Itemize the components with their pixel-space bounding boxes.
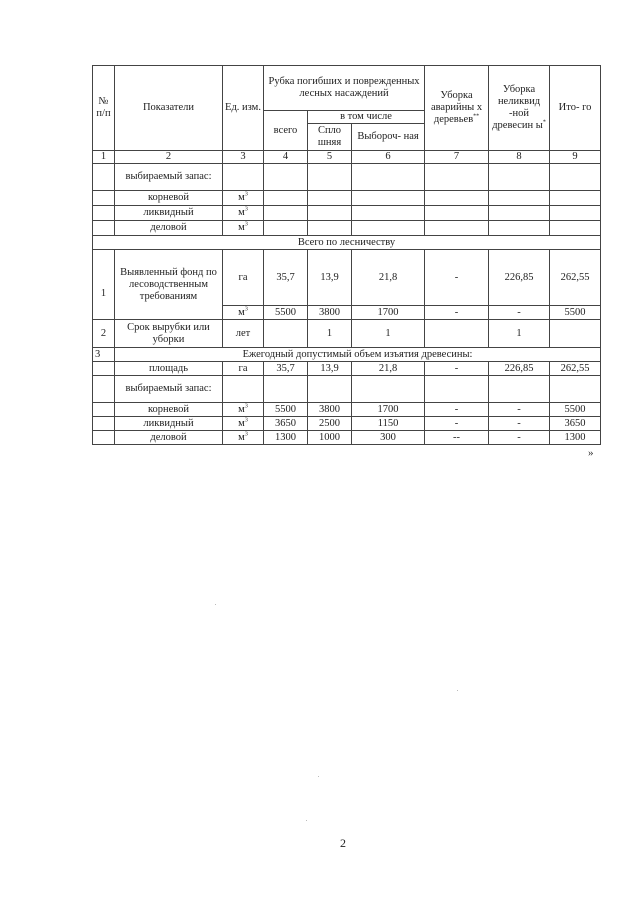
- row-unit-sup: 3: [244, 306, 248, 313]
- header-clear: Спло шняя: [308, 124, 352, 151]
- row-cell: -: [425, 417, 489, 431]
- row-cell: [550, 221, 601, 236]
- row-name: Выявленный фонд по лесоводственным требованиям: [115, 250, 223, 320]
- row-num: [93, 250, 115, 320]
- column-number: 3: [223, 151, 264, 164]
- row-name: Срок вырубки или уборки: [115, 320, 223, 348]
- row-cell: 3650: [550, 417, 601, 431]
- row-cell: [425, 221, 489, 236]
- row-cell: 1000: [308, 431, 352, 445]
- column-number: 9: [550, 151, 601, 164]
- scan-speck: [318, 776, 319, 777]
- row-cell: 262,55: [550, 250, 601, 306]
- row-cell: 3800: [308, 403, 352, 417]
- row-cell: [264, 164, 308, 191]
- row-cell: [425, 320, 489, 348]
- row-unit-sup: 3: [244, 417, 248, 424]
- row-name: выбираемый запас:: [115, 376, 223, 403]
- row-cell: [264, 320, 308, 348]
- row-cell: 1700: [352, 403, 425, 417]
- row-unit: [223, 403, 264, 417]
- row-unit: [223, 306, 264, 320]
- row-cell: 226,85: [489, 250, 550, 306]
- header-illiquid-text: Уборка неликвид -ной древесин ы: [492, 83, 543, 132]
- row-unit: [223, 191, 264, 206]
- row-cell: [352, 191, 425, 206]
- row-name: ликвидный: [115, 417, 223, 431]
- row-name: деловой: [115, 431, 223, 445]
- row-unit: га: [223, 250, 264, 306]
- row-unit-text: м: [238, 306, 245, 318]
- row-cell: [489, 164, 550, 191]
- row-cell: [264, 206, 308, 221]
- row-unit-sup: 3: [244, 191, 248, 198]
- row-name: выбираемый запас:: [115, 164, 223, 191]
- row-cell: [489, 376, 550, 403]
- table-row: [93, 362, 601, 376]
- row-cell: 35,7: [264, 250, 308, 306]
- row-cell: [308, 206, 352, 221]
- row-unit-sup: 3: [244, 206, 248, 213]
- column-number: 7: [425, 151, 489, 164]
- row-cell: 1150: [352, 417, 425, 431]
- row-cell: 5500: [550, 403, 601, 417]
- row-unit-sup: 3: [244, 431, 248, 438]
- row-cell: -: [425, 250, 489, 306]
- row-unit-text: м: [238, 431, 245, 443]
- row-cell: -: [489, 417, 550, 431]
- row-unit-text: м: [238, 207, 245, 219]
- row-cell: [489, 191, 550, 206]
- row-cell: 3650: [264, 417, 308, 431]
- row-unit: [223, 221, 264, 236]
- row-cell: 21,8: [352, 362, 425, 376]
- row-cell: 5500: [264, 306, 308, 320]
- row-cell: [352, 206, 425, 221]
- header-total-sub: всего: [264, 111, 308, 151]
- row-name: деловой: [115, 221, 223, 236]
- header-total: Ито- го: [550, 66, 601, 151]
- row-num: [93, 431, 115, 445]
- row-unit: [223, 164, 264, 191]
- row-cell: --: [425, 431, 489, 445]
- row-cell: [352, 221, 425, 236]
- scan-speck: [306, 820, 307, 821]
- column-number: 2: [115, 151, 223, 164]
- row-cell: [489, 221, 550, 236]
- row-num: [93, 206, 115, 221]
- section-row: [93, 236, 601, 250]
- header-indicator: Показатели: [115, 66, 223, 151]
- header-felling: Рубка погибших и поврежденных лесных насаждений: [264, 66, 425, 111]
- table-row: [93, 221, 601, 236]
- column-number: 4: [264, 151, 308, 164]
- row-unit: [223, 376, 264, 403]
- row-unit-sup: 3: [244, 221, 248, 228]
- forest-felling-table: [92, 65, 601, 445]
- row-unit-sup: 3: [244, 403, 248, 410]
- row-num: 3: [93, 348, 115, 362]
- row-cell: [425, 191, 489, 206]
- row-num: [93, 362, 115, 376]
- continuation-mark: »: [588, 447, 594, 459]
- page-number: 2: [340, 836, 346, 850]
- column-number: 8: [489, 151, 550, 164]
- row-cell: [264, 191, 308, 206]
- header-num: № п/п: [93, 66, 115, 151]
- column-number: 6: [352, 151, 425, 164]
- row-cell: 13,9: [308, 362, 352, 376]
- table-row: [93, 376, 601, 403]
- row-cell: [264, 376, 308, 403]
- row-name: площадь: [115, 362, 223, 376]
- header-emergency-text: Уборка аварийны х деревьев: [430, 89, 483, 126]
- row-name: корневой: [115, 403, 223, 417]
- section-row: [93, 348, 601, 362]
- row-num: [93, 221, 115, 236]
- row-cell: 3800: [308, 306, 352, 320]
- header-emergency-mark: **: [473, 113, 480, 120]
- row-unit: [223, 417, 264, 431]
- header-illiquid-mark: *: [542, 119, 546, 126]
- row-name: корневой: [115, 191, 223, 206]
- row-cell: 1: [308, 320, 352, 348]
- row-cell: 262,55: [550, 362, 601, 376]
- row-unit-text: м: [238, 222, 245, 234]
- column-number: 5: [308, 151, 352, 164]
- header-including: в том числе: [308, 111, 425, 124]
- row-num: 2: [93, 320, 115, 348]
- column-numbers-row: [93, 151, 601, 164]
- row-unit: [223, 431, 264, 445]
- row-name: ликвидный: [115, 206, 223, 221]
- row-unit: лет: [223, 320, 264, 348]
- scan-speck: [215, 604, 216, 605]
- row-cell: 300: [352, 431, 425, 445]
- row-cell: 5500: [550, 306, 601, 320]
- table-row: [93, 191, 601, 206]
- row-cell: 1700: [352, 306, 425, 320]
- row-num: [93, 164, 115, 191]
- table-row: [93, 250, 601, 306]
- table-row: [93, 417, 601, 431]
- table-row: [93, 206, 601, 221]
- row-unit-text: м: [238, 403, 245, 415]
- row-cell: [489, 206, 550, 221]
- row-cell: [550, 376, 601, 403]
- table-row: [93, 320, 601, 348]
- row-cell: 35,7: [264, 362, 308, 376]
- row-cell: [550, 164, 601, 191]
- section-total-title: Всего по лесничеству: [93, 236, 601, 250]
- table-row: [93, 431, 601, 445]
- row-cell: 226,85: [489, 362, 550, 376]
- row-cell: -: [425, 403, 489, 417]
- row-cell: -: [425, 306, 489, 320]
- row-cell: [352, 164, 425, 191]
- row-cell: -: [489, 306, 550, 320]
- header-unit: Ед. изм.: [223, 66, 264, 151]
- row-unit-text: га: [238, 362, 248, 374]
- row-num: [93, 191, 115, 206]
- row-cell: 1: [489, 320, 550, 348]
- row-cell: 2500: [308, 417, 352, 431]
- row-cell: [352, 376, 425, 403]
- row-cell: 13,9: [308, 250, 352, 306]
- row-cell: [308, 221, 352, 236]
- row-cell: -: [489, 403, 550, 417]
- row-cell: 1: [352, 320, 425, 348]
- row-cell: [550, 320, 601, 348]
- row-cell: [308, 164, 352, 191]
- header-emergency: [425, 66, 489, 151]
- scan-speck: [457, 690, 458, 691]
- row-cell: [425, 376, 489, 403]
- row-cell: 1300: [550, 431, 601, 445]
- column-number: 1: [93, 151, 115, 164]
- row-cell: -: [489, 431, 550, 445]
- row-unit: [223, 362, 264, 376]
- row-num-text: 1: [100, 287, 107, 299]
- row-cell: 5500: [264, 403, 308, 417]
- header-selective: Выбороч- ная: [352, 124, 425, 151]
- row-cell: [308, 376, 352, 403]
- row-cell: 21,8: [352, 250, 425, 306]
- table-row: [93, 403, 601, 417]
- row-unit-text: м: [238, 192, 245, 204]
- row-num: [93, 403, 115, 417]
- table-row: [93, 164, 601, 191]
- row-cell: 1300: [264, 431, 308, 445]
- row-cell: [550, 206, 601, 221]
- row-unit: [223, 206, 264, 221]
- row-num: [93, 376, 115, 403]
- row-cell: [550, 191, 601, 206]
- row-unit-text: м: [238, 417, 245, 429]
- header-illiquid: [489, 66, 550, 151]
- row-cell: -: [425, 362, 489, 376]
- row-cell: [264, 221, 308, 236]
- row-num: [93, 417, 115, 431]
- section-annual-title: Ежегодный допустимый объем изъятия древесины:: [115, 348, 601, 362]
- row-cell: [308, 191, 352, 206]
- row-cell: [425, 206, 489, 221]
- header-row-1: [93, 66, 601, 111]
- row-cell: [425, 164, 489, 191]
